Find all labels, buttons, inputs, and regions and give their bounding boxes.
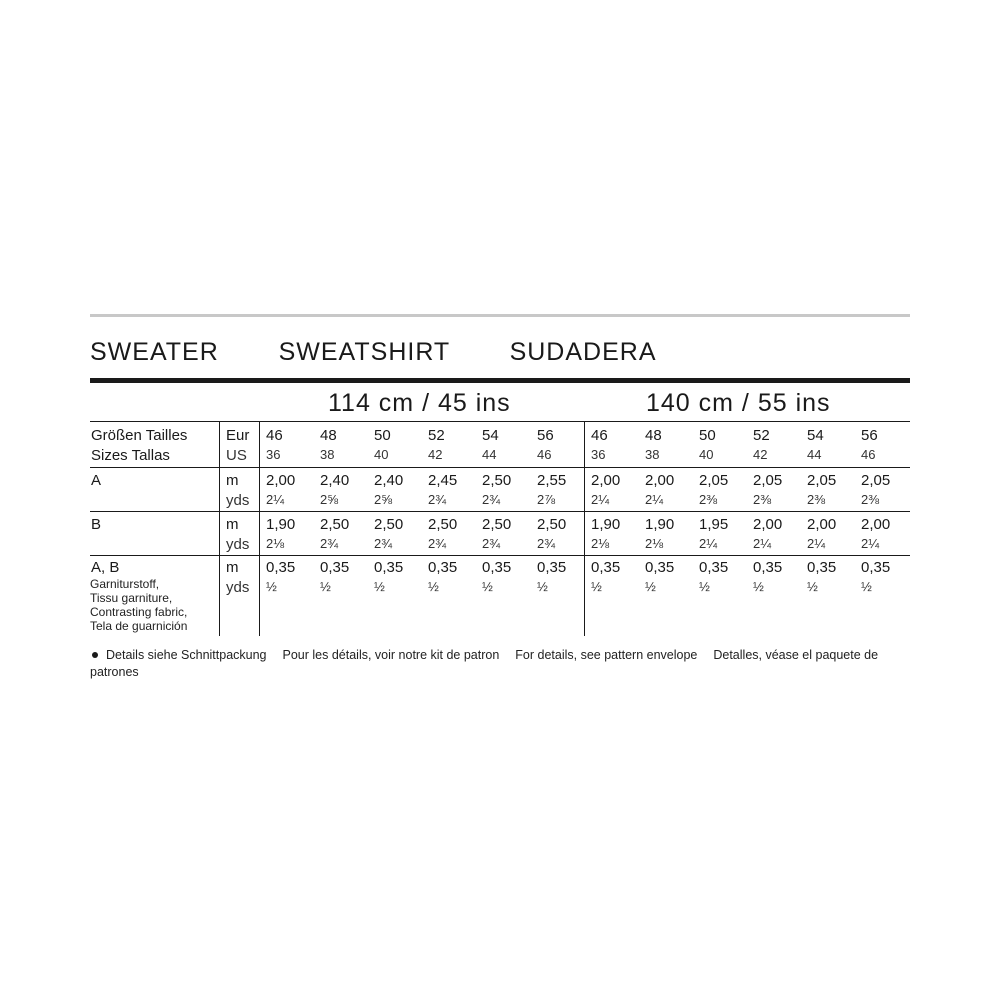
unit-m-b: m: [226, 516, 239, 533]
fabric-note-fr: Tissu garniture,: [90, 591, 173, 605]
yards-cell: 2¾: [374, 536, 393, 551]
us-size-cell: 38: [645, 447, 660, 462]
us-size-cell: 42: [428, 447, 443, 462]
yards-cell: 2¾: [482, 536, 501, 551]
eur-size-cell: 46: [266, 427, 283, 444]
unit-yds-ab: yds: [226, 579, 250, 596]
fabric-width-140: 140 cm / 55 ins: [646, 389, 831, 417]
meters-cell: 2,00: [861, 516, 891, 533]
yards-cell: 2⅝: [320, 492, 339, 507]
row-label-ab: A, B: [91, 559, 120, 576]
meters-cell: 2,50: [482, 516, 512, 533]
meters-cell: 2,05: [807, 472, 837, 489]
meters-cell: 2,00: [753, 516, 783, 533]
eur-size-cell: 52: [428, 427, 445, 444]
eur-unit-label: Eur: [226, 427, 250, 444]
meters-cell: 0,35: [320, 559, 350, 576]
meters-cell: 2,50: [320, 516, 350, 533]
eur-size-cell: 48: [645, 427, 662, 444]
unit-m-a: m: [226, 472, 239, 489]
meters-cell: 2,50: [482, 472, 512, 489]
fabric-note-en: Contrasting fabric,: [90, 605, 188, 619]
yards-cell: ½: [645, 579, 656, 594]
yards-cell: 2¾: [537, 536, 556, 551]
us-size-cell: 44: [482, 447, 497, 462]
yards-cell: 2⅛: [591, 536, 610, 551]
eur-size-cell: 50: [699, 427, 716, 444]
contrasting-fabric-note: [90, 577, 187, 633]
yards-cell: 2⅞: [537, 492, 556, 507]
meters-cell: 2,00: [591, 472, 621, 489]
title-rule: [90, 378, 910, 383]
eur-size-cell: 48: [320, 427, 337, 444]
meters-cell: 0,35: [374, 559, 404, 576]
meters-cell: 2,05: [753, 472, 783, 489]
footnote-en: For details, see pattern envelope: [515, 648, 698, 662]
yards-cell: 2⅝: [374, 492, 393, 507]
footnote-es: Detalles, véase el paquete de patrones: [90, 648, 879, 679]
us-size-cell: 36: [266, 447, 281, 462]
meters-cell: 2,50: [537, 516, 567, 533]
meters-cell: 0,35: [428, 559, 458, 576]
meters-cell: 2,40: [374, 472, 404, 489]
size-column-divider: [259, 421, 260, 636]
meters-cell: 0,35: [861, 559, 891, 576]
eur-size-cell: 56: [537, 427, 554, 444]
meters-cell: 0,35: [807, 559, 837, 576]
yards-cell: 2⅛: [645, 536, 664, 551]
fabric-note-es: Tela de guarnición: [90, 619, 188, 633]
yards-cell: 2¼: [591, 492, 610, 507]
us-size-cell: 46: [537, 447, 552, 462]
fabric-width-114: 114 cm / 45 ins: [328, 389, 511, 417]
eur-size-cell: 54: [482, 427, 499, 444]
yards-cell: ½: [266, 579, 277, 594]
meters-cell: 0,35: [537, 559, 567, 576]
yards-cell: 2⅜: [807, 492, 826, 507]
meters-cell: 2,00: [645, 472, 675, 489]
meters-cell: 0,35: [591, 559, 621, 576]
eur-size-cell: 52: [753, 427, 770, 444]
meters-cell: 0,35: [482, 559, 512, 576]
fabric-note-de: Garniturstoff,: [90, 577, 160, 591]
yards-cell: 2¾: [320, 536, 339, 551]
yards-cell: 2¼: [266, 492, 285, 507]
us-unit-label: US: [226, 447, 247, 464]
us-size-cell: 46: [861, 447, 876, 462]
yards-cell: 2¼: [645, 492, 664, 507]
footnote-de: Details siehe Schnittpackung: [106, 648, 267, 662]
yards-cell: 2¾: [428, 492, 447, 507]
yards-cell: 2⅜: [861, 492, 880, 507]
yards-cell: 2¼: [699, 536, 718, 551]
meters-cell: 0,35: [699, 559, 729, 576]
meters-cell: 2,50: [374, 516, 404, 533]
yards-cell: 2¾: [482, 492, 501, 507]
bullet-icon: [92, 652, 98, 658]
row-label-a: A: [91, 472, 102, 489]
unit-column-divider: [219, 421, 220, 636]
eur-size-cell: 46: [591, 427, 608, 444]
width-column-divider: [584, 421, 585, 636]
unit-yds-b: yds: [226, 536, 250, 553]
yards-cell: 2⅜: [699, 492, 718, 507]
meters-cell: 2,00: [266, 472, 296, 489]
unit-yds-a: yds: [226, 492, 250, 509]
yards-cell: 2¼: [807, 536, 826, 551]
meters-cell: 1,90: [266, 516, 296, 533]
yards-cell: ½: [699, 579, 710, 594]
yards-cell: ½: [591, 579, 602, 594]
meters-cell: 2,40: [320, 472, 350, 489]
us-size-cell: 40: [699, 447, 714, 462]
meters-cell: 0,35: [645, 559, 675, 576]
us-size-cell: 38: [320, 447, 335, 462]
page-title: SWEATER SWEATSHIRT SUDADERA: [90, 338, 657, 366]
meters-cell: 2,05: [861, 472, 891, 489]
sizes-label-de-fr: Größen Tailles: [91, 427, 188, 444]
yards-cell: ½: [482, 579, 493, 594]
header-divider: [90, 421, 910, 422]
yards-cell: ½: [753, 579, 764, 594]
us-size-cell: 36: [591, 447, 606, 462]
row-divider-b: [90, 555, 910, 556]
row-label-b: B: [91, 516, 102, 533]
meters-cell: 0,35: [266, 559, 296, 576]
yards-cell: ½: [428, 579, 439, 594]
meters-cell: 2,55: [537, 472, 567, 489]
yards-cell: 2¼: [861, 536, 880, 551]
us-size-cell: 42: [753, 447, 768, 462]
eur-size-cell: 56: [861, 427, 878, 444]
footnote: [90, 647, 910, 681]
yards-cell: ½: [320, 579, 331, 594]
meters-cell: 2,00: [807, 516, 837, 533]
yards-cell: 2⅛: [266, 536, 285, 551]
unit-m-ab: m: [226, 559, 239, 576]
footnote-fr: Pour les détails, voir notre kit de patron: [282, 648, 500, 662]
meters-cell: 0,35: [753, 559, 783, 576]
yards-cell: ½: [861, 579, 872, 594]
top-divider: [90, 314, 910, 317]
eur-size-cell: 50: [374, 427, 391, 444]
yards-cell: ½: [537, 579, 548, 594]
meters-cell: 1,90: [645, 516, 675, 533]
meters-cell: 2,05: [699, 472, 729, 489]
meters-cell: 1,95: [699, 516, 729, 533]
yards-cell: 2⅜: [753, 492, 772, 507]
eur-size-cell: 54: [807, 427, 824, 444]
us-size-cell: 40: [374, 447, 389, 462]
yards-cell: ½: [807, 579, 818, 594]
yards-cell: 2¾: [428, 536, 447, 551]
meters-cell: 2,45: [428, 472, 458, 489]
yards-cell: ½: [374, 579, 385, 594]
row-divider-a: [90, 511, 910, 512]
us-size-cell: 44: [807, 447, 822, 462]
meters-cell: 2,50: [428, 516, 458, 533]
sizes-label-en-es: Sizes Tallas: [91, 447, 170, 464]
row-divider-sizes: [90, 467, 910, 468]
meters-cell: 1,90: [591, 516, 621, 533]
yards-cell: 2¼: [753, 536, 772, 551]
